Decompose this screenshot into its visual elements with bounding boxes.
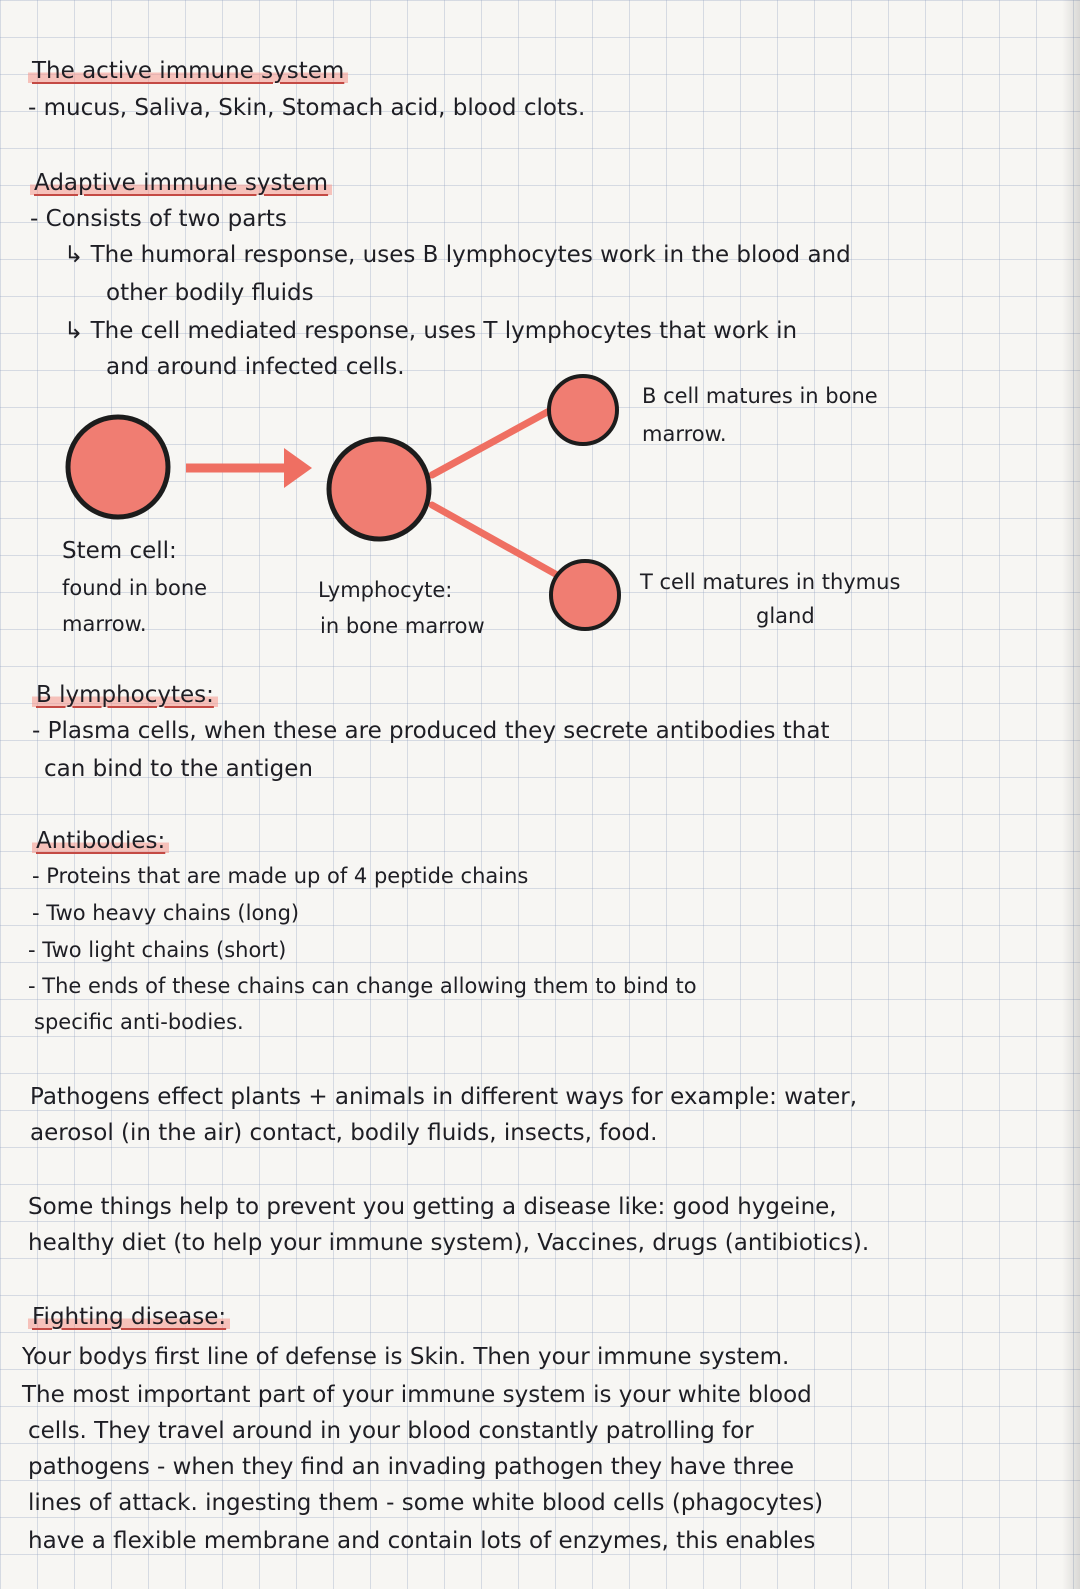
lymphocyte-label-2: in bone marrow	[320, 614, 485, 638]
b-lymphocytes-title: B lymphocytes:	[32, 684, 218, 707]
adaptive-line-5: and around infected cells.	[106, 354, 405, 380]
page-edge-shadow	[1062, 0, 1080, 1589]
antibodies-line-1: - Proteins that are made up of 4 peptide chains	[32, 864, 529, 888]
stem-cell-icon	[68, 417, 168, 517]
adaptive-line-1: - Consists of two parts	[30, 206, 287, 232]
line-to-t-cell	[432, 505, 575, 585]
fighting-line-2: The most important part of your immune system is your white blood	[22, 1382, 812, 1408]
adaptive-immune-title: Adaptive immune system	[30, 172, 332, 195]
t-cell-label-2: gland	[756, 604, 815, 628]
adaptive-line-3: other bodily fluids	[106, 280, 314, 306]
b-cell-icon	[549, 376, 617, 444]
t-cell-label-1: T cell matures in thymus	[640, 570, 901, 594]
antibodies-line-3: - Two light chains (short)	[28, 938, 287, 962]
fighting-line-6: have a flexible membrane and contain lots of enzymes, this enables	[28, 1528, 816, 1554]
fighting-line-3: cells. They travel around in your blood constantly patrolling for	[28, 1418, 754, 1444]
prevention-line-2: healthy diet (to help your immune system), Vaccines, drugs (antibiotics).	[28, 1230, 870, 1256]
active-immune-line: - mucus, Saliva, Skin, Stomach acid, blood clots.	[28, 95, 586, 121]
antibodies-title: Antibodies:	[32, 830, 169, 853]
adaptive-line-4: ↳ The cell mediated response, uses T lymphocytes that work in	[64, 318, 798, 344]
b-lymphocytes-line-1: - Plasma cells, when these are produced they secrete antibodies that	[32, 718, 830, 744]
antibodies-line-4: - The ends of these chains can change allowing them to bind to	[28, 974, 697, 998]
b-cell-label-1: B cell matures in bone	[642, 384, 878, 408]
t-cell-icon	[551, 561, 619, 629]
pathogens-line-1: Pathogens effect plants + animals in different ways for example: water,	[30, 1084, 858, 1110]
fighting-line-4: pathogens - when they find an invading pathogen they have three	[28, 1454, 795, 1480]
active-immune-title: The active immune system	[28, 60, 348, 83]
b-cell-label-2: marrow.	[642, 422, 727, 446]
arrow-icon	[284, 448, 312, 488]
fighting-line-5: lines of attack. ingesting them - some white blood cells (phagocytes)	[28, 1490, 824, 1516]
lymphocyte-icon	[329, 439, 429, 539]
b-lymphocytes-line-2: can bind to the antigen	[44, 756, 313, 782]
antibodies-line-5: specific anti-bodies.	[34, 1010, 244, 1034]
antibodies-line-2: - Two heavy chains (long)	[32, 901, 300, 925]
lymphocyte-label-1: Lymphocyte:	[318, 578, 453, 602]
stem-cell-label-2: found in bone	[62, 576, 208, 600]
prevention-line-1: Some things help to prevent you getting a disease like: good hygeine,	[28, 1194, 837, 1220]
fighting-line-1: Your bodys first line of defense is Skin. Then your immune system.	[22, 1344, 790, 1370]
adaptive-line-2: ↳ The humoral response, uses B lymphocytes work in the blood and	[64, 242, 851, 268]
pathogens-line-2: aerosol (in the air) contact, bodily fluids, insects, food.	[30, 1120, 658, 1146]
stem-cell-label-1: Stem cell:	[62, 538, 177, 564]
fighting-disease-title: Fighting disease:	[28, 1306, 230, 1329]
stem-cell-label-3: marrow.	[62, 612, 147, 636]
